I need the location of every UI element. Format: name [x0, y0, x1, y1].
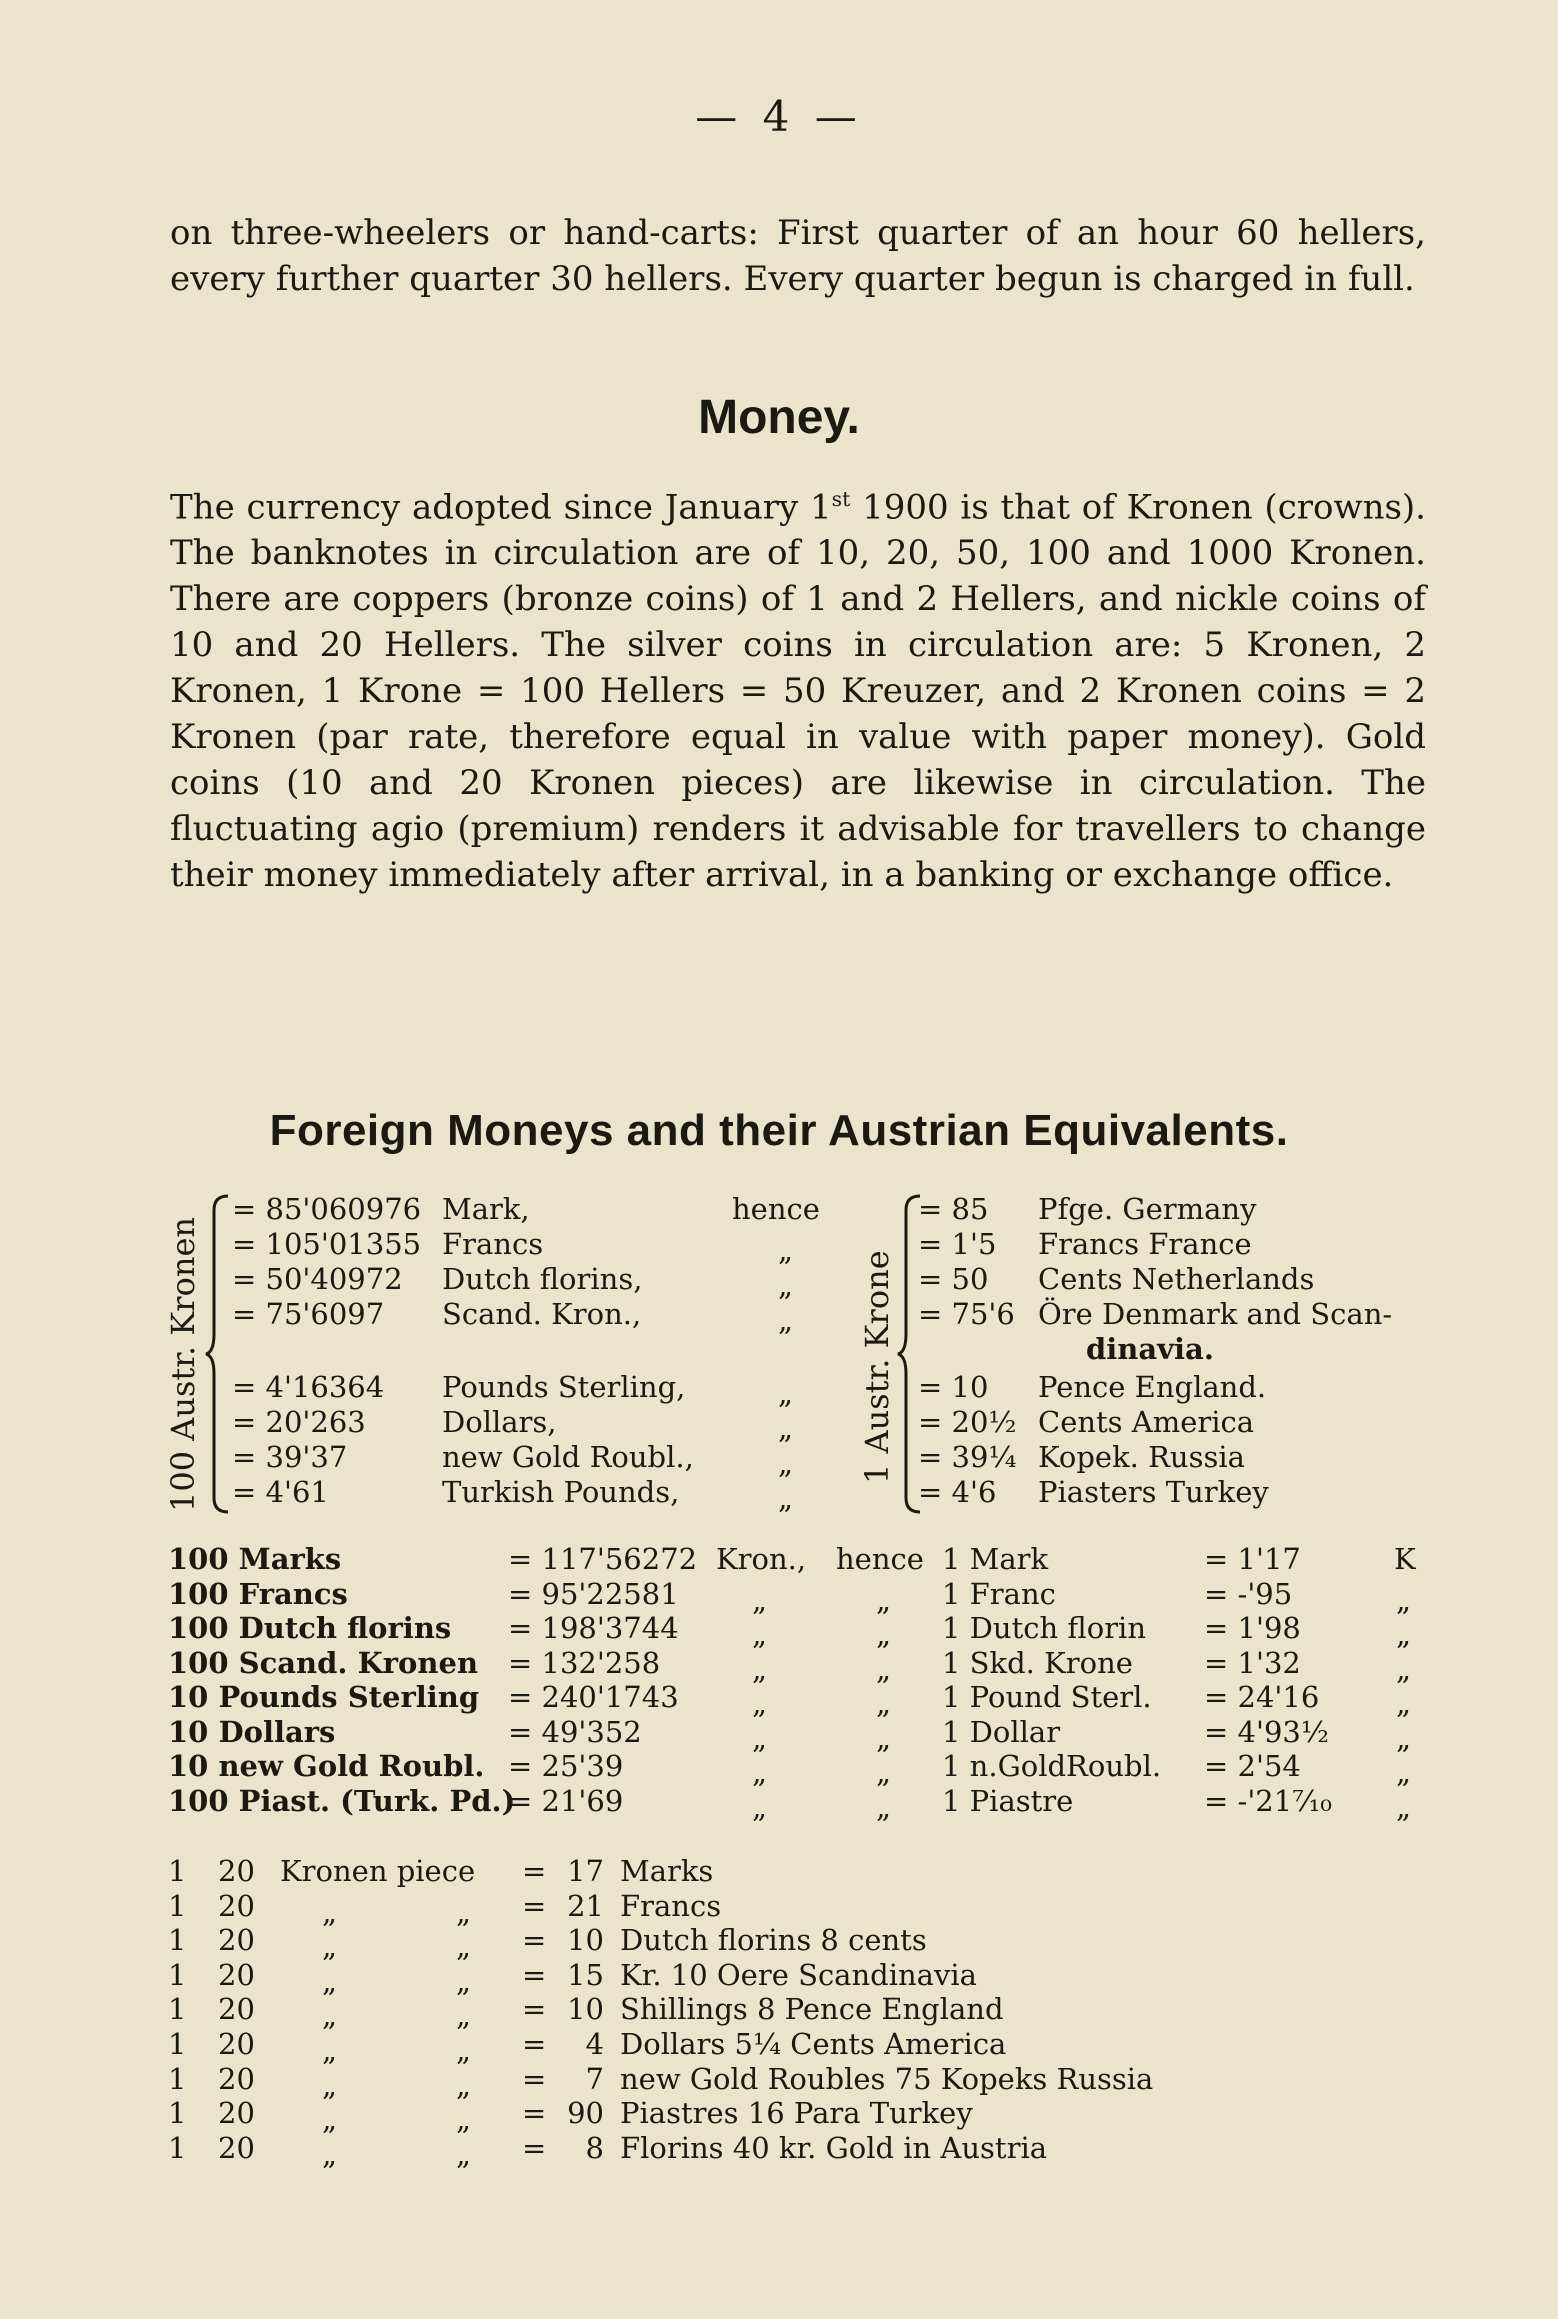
gold-description: Dollars 5¼ Cents America [620, 2027, 1007, 2061]
conversion-from: 100 Scand. Kronen [168, 1645, 479, 1680]
right-rate-value: = 1'5 [918, 1227, 997, 1261]
left-currency-name: Dollars, [442, 1405, 557, 1439]
conversion-to: 1 Skd. Krone [942, 1645, 1133, 1680]
right-currency-name: dinavia. [1086, 1332, 1214, 1366]
conversion-amount: = 21'69 [508, 1783, 624, 1818]
right-currency-name: Pence England. [1038, 1370, 1267, 1404]
ditto-mark: „ [456, 1998, 472, 2033]
ditto-mark: „ [322, 2033, 338, 2067]
gold-equals: = [522, 2061, 547, 2096]
conversion-hence: „ [876, 1651, 892, 1686]
right-currency-name: Kopek. Russia [1038, 1440, 1245, 1474]
gold-equals: = [522, 2096, 547, 2131]
conversion-to: 1 Dutch florin [942, 1611, 1147, 1645]
right-currency-name: Cents America [1038, 1405, 1255, 1439]
ditto-mark: „ [1396, 1720, 1412, 1755]
ditto-mark: „ [1396, 1789, 1412, 1824]
conversion-amount: = 117'56272 [508, 1542, 698, 1576]
right-rate-value: = 50 [918, 1262, 989, 1296]
conversion-hence: „ [876, 1582, 892, 1617]
left-currency-name: new Gold Roubl., [442, 1440, 694, 1474]
gold-amount: 21 [567, 1888, 604, 1923]
conversion-to: 1 Pound Sterl. [942, 1680, 1152, 1714]
conversion-to: 1 Franc [942, 1576, 1056, 1611]
conversion-to: 1 Dollar [942, 1714, 1061, 1749]
intro-paragraph: on three-wheelers or hand-carts: First quarter of an hour 60 hellers, every further quarter 30 hellers. Every quarter begun is charged in full. [170, 213, 1426, 299]
conversion-to: 1 n.GoldRoubl. [942, 1749, 1162, 1783]
left-rate-value: = 50'40972 [232, 1262, 403, 1296]
conversion-amount: = 49'352 [508, 1714, 642, 1749]
conversion-amount: = 198'3744 [508, 1611, 679, 1645]
left-brace [204, 1194, 232, 1514]
gold-denomination: 20 [218, 1854, 255, 1888]
gold-count: 1 [168, 2096, 187, 2131]
gold-description: Piastres 16 Para Turkey [620, 2096, 973, 2131]
gold-amount: 4 [585, 2027, 604, 2061]
ditto-mark: „ [1396, 1755, 1412, 1789]
gold-description: Marks [620, 1854, 714, 1888]
conversion-value: = 1'32 [1204, 1645, 1301, 1680]
ditto-mark: „ [456, 1929, 472, 1964]
gold-denomination: 20 [218, 1992, 255, 2027]
money-text-start: The currency adopted since January 1 [170, 487, 832, 528]
gold-denomination: 20 [218, 2027, 255, 2061]
ditto-mark: „ [456, 1963, 472, 1998]
ditto-mark: „ [778, 1411, 794, 1445]
gold-equals: = [522, 1854, 547, 1888]
left-currency-name: Mark, [442, 1192, 530, 1226]
conversion-amount: = 25'39 [508, 1749, 624, 1783]
right-currency-name: Piasters Turkey [1038, 1475, 1269, 1509]
conversion-hence: „ [876, 1617, 892, 1651]
ditto-mark: „ [322, 1963, 338, 1998]
ditto-mark: „ [1396, 1686, 1412, 1720]
left-rate-value: = 105'01355 [232, 1227, 422, 1261]
gold-count: 1 [168, 2061, 187, 2096]
conversion-from: 100 Francs [168, 1576, 348, 1611]
left-rate-value: = 4'16364 [232, 1370, 385, 1404]
conversion-unit: „ [752, 1651, 768, 1686]
gold-equals: = [522, 1888, 547, 1923]
conversion-from: 10 Dollars [168, 1714, 336, 1749]
conversion-unit: Kron., [716, 1542, 807, 1576]
gold-count: 1 [168, 1888, 187, 1923]
right-rate-value: = 75'6 [918, 1297, 1015, 1331]
gold-count: 1 [168, 2027, 187, 2061]
conversion-value: = 4'93½ [1204, 1714, 1329, 1749]
foreign-moneys-heading: Foreign Moneys and their Austrian Equivalents. [269, 1106, 1289, 1155]
gold-piece-label: Kronen piece [280, 1854, 476, 1888]
right-currency-name: Francs France [1038, 1227, 1252, 1261]
gold-equals: = [522, 1992, 547, 2027]
gold-amount: 10 [567, 1923, 604, 1958]
ditto-mark: „ [456, 1894, 472, 1929]
ditto-mark: „ [456, 2102, 472, 2137]
gold-count: 1 [168, 2130, 187, 2165]
gold-amount: 90 [567, 2096, 604, 2131]
gold-equals: = [522, 1923, 547, 1958]
conversion-amount: = 95'22581 [508, 1576, 679, 1611]
ditto-mark: „ [778, 1233, 794, 1267]
page-number: — 4 — [695, 92, 863, 141]
conversion-from: 100 Piast. (Turk. Pd.) [168, 1783, 516, 1818]
conversion-amount: = 132'258 [508, 1645, 661, 1680]
gold-denomination: 20 [218, 1888, 255, 1923]
gold-amount: 7 [585, 2061, 604, 2096]
krone-unit: K [1394, 1542, 1416, 1576]
gold-description: new Gold Roubles 75 Kopeks Russia [620, 2061, 1154, 2096]
conversion-hence: „ [876, 1720, 892, 1755]
conversion-hence: „ [876, 1789, 892, 1824]
ordinal-superscript: st [831, 487, 851, 511]
left-currency-name: Francs [442, 1227, 544, 1261]
left-currency-name: Dutch florins, [442, 1262, 643, 1296]
gold-amount: 10 [567, 1992, 604, 2027]
conversion-unit: „ [752, 1686, 768, 1720]
gold-denomination: 20 [218, 2130, 255, 2165]
gold-denomination: 20 [218, 2061, 255, 2096]
ditto-mark: „ [322, 1998, 338, 2033]
right-rate-value: = 10 [918, 1370, 989, 1404]
gold-denomination: 20 [218, 1957, 255, 1992]
conversion-to: 1 Mark [942, 1542, 1049, 1576]
left-rotated-label: 100 Austr. Kronen [164, 1217, 202, 1512]
money-heading: Money. [698, 391, 860, 444]
gold-denomination: 20 [218, 2096, 255, 2131]
conversion-hence: „ [876, 1686, 892, 1720]
right-rate-value: = 4'6 [918, 1475, 997, 1509]
left-rate-value: = 39'37 [232, 1440, 348, 1474]
conversion-unit: „ [752, 1789, 768, 1824]
conversion-unit: „ [752, 1617, 768, 1651]
gold-count: 1 [168, 1923, 187, 1958]
conversion-from: 100 Marks [168, 1542, 342, 1576]
ditto-mark: „ [322, 2102, 338, 2137]
gold-count: 1 [168, 1957, 187, 1992]
money-text-rest: 1900 is that of Kronen (crowns). The banknotes in circulation are of 10, 20, 50, 100 and 1000 Kronen. There are coppers (bronze coins) of 1 and 2 Hellers, and nickle coins of 10 and 20 Hellers. The silver coins in circulation are: 5 Kronen, 2 Kronen, 1 Krone = 100 Hellers = 50 Kreuzer, and 2 Kronen coins = 2 Kronen (par rate, therefore equal in value with paper money). Gold coins (10 and 20 Kronen pieces) are likewise in circulation. The fluctuating agio (premium) renders it advisable for travellers to change their money immediately after arrival, in a banking or exchange office. [170, 487, 1426, 896]
conversion-value: = 1'98 [1204, 1611, 1301, 1645]
conversion-value: = -'21⁷⁄₁₀ [1204, 1783, 1332, 1818]
right-currency-name: Öre Denmark and Scan- [1038, 1297, 1393, 1331]
conversion-unit: „ [752, 1755, 768, 1789]
conversion-amount: = 240'1743 [508, 1680, 679, 1714]
conversion-value: = -'95 [1204, 1576, 1293, 1611]
ditto-mark: „ [778, 1303, 794, 1337]
left-rate-value: = 75'6097 [232, 1297, 385, 1331]
conversion-value: = 2'54 [1204, 1749, 1301, 1783]
conversion-value: = 1'17 [1204, 1542, 1301, 1576]
ditto-mark: „ [456, 2033, 472, 2067]
gold-amount: 8 [585, 2130, 604, 2165]
ditto-mark: „ [1396, 1651, 1412, 1686]
gold-amount: 15 [567, 1957, 604, 1992]
ditto-mark: „ [778, 1268, 794, 1302]
ditto-mark: „ [778, 1376, 794, 1410]
gold-description: Kr. 10 Oere Scandinavia [620, 1957, 977, 1992]
ditto-mark: „ [322, 2136, 338, 2171]
gold-count: 1 [168, 1854, 187, 1888]
right-currency-name: Pfge. Germany [1038, 1192, 1257, 1226]
right-rotated-label: 1 Austr. Krone [858, 1250, 896, 1484]
left-currency-name: Scand. Kron., [442, 1297, 642, 1331]
right-rate-value: = 20½ [918, 1405, 1017, 1439]
conversion-unit: „ [752, 1720, 768, 1755]
ditto-mark: „ [1396, 1582, 1412, 1617]
left-rate-value: = 4'61 [232, 1475, 329, 1509]
conversion-from: 10 new Gold Roubl. [168, 1749, 485, 1783]
conversion-hence: „ [876, 1755, 892, 1789]
left-rate-value: = 20'263 [232, 1405, 366, 1439]
conversion-from: 100 Dutch florins [168, 1611, 452, 1645]
gold-description: Dutch florins 8 cents [620, 1923, 927, 1958]
right-rate-value: = 39¼ [918, 1440, 1017, 1474]
gold-amount: 17 [567, 1854, 604, 1888]
conversion-unit: „ [752, 1582, 768, 1617]
conversion-value: = 24'16 [1204, 1680, 1320, 1714]
gold-equals: = [522, 2027, 547, 2061]
left-rate-value: = 85'060976 [232, 1192, 422, 1226]
ditto-mark: „ [322, 1929, 338, 1964]
ditto-mark: „ [778, 1446, 794, 1480]
left-currency-name: Pounds Sterling, [442, 1370, 686, 1404]
gold-equals: = [522, 1957, 547, 1992]
gold-description: Florins 40 kr. Gold in Austria [620, 2130, 1048, 2165]
ditto-mark: „ [456, 2067, 472, 2102]
right-currency-name: Cents Netherlands [1038, 1262, 1315, 1296]
ditto-mark: „ [322, 1894, 338, 1929]
conversion-hence: hence [836, 1542, 924, 1576]
right-rate-value: = 85 [918, 1192, 989, 1226]
conversion-to: 1 Piastre [942, 1783, 1074, 1818]
gold-count: 1 [168, 1992, 187, 2027]
ditto-mark: „ [1396, 1617, 1412, 1651]
ditto-mark: „ [322, 2067, 338, 2102]
gold-denomination: 20 [218, 1923, 255, 1958]
left-currency-name: Turkish Pounds, [442, 1475, 680, 1509]
gold-description: Shillings 8 Pence England [620, 1992, 1004, 2027]
ditto-mark: „ [456, 2136, 472, 2171]
gold-description: Francs [620, 1888, 722, 1923]
money-paragraph [170, 476, 1426, 898]
hence-label: hence [732, 1192, 820, 1226]
conversion-from: 10 Pounds Sterling [168, 1680, 480, 1714]
ditto-mark: „ [778, 1481, 794, 1515]
gold-equals: = [522, 2130, 547, 2165]
